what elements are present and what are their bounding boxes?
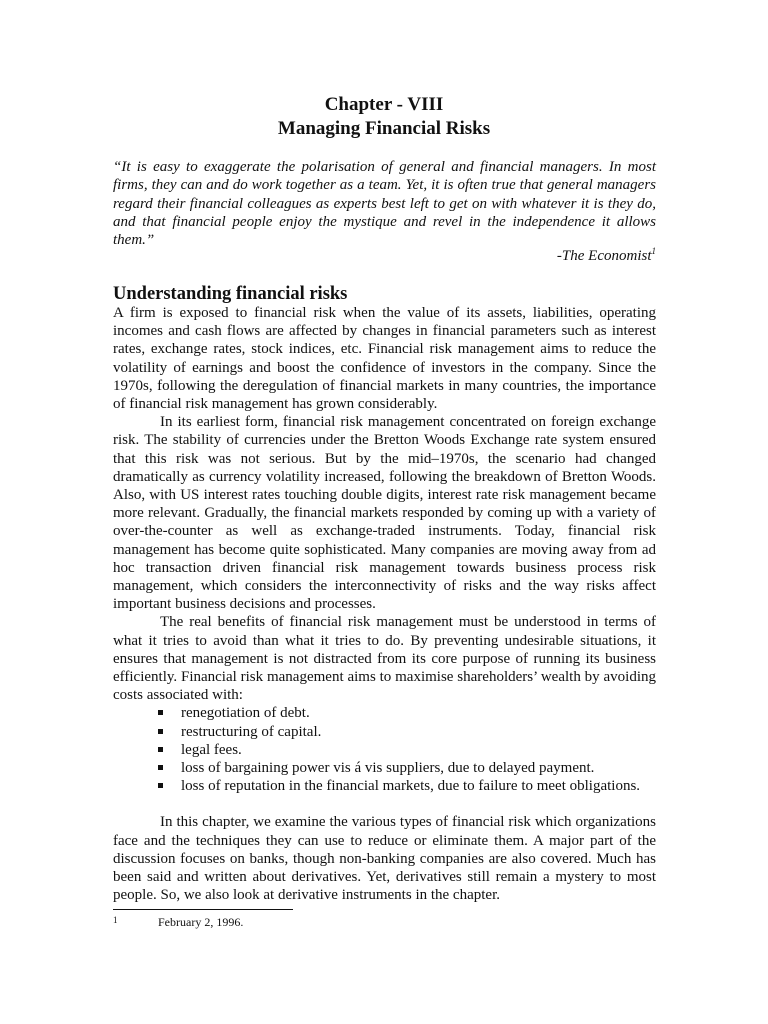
footnote	[113, 915, 243, 930]
paragraph: A firm is exposed to financial risk when the value of its assets, liabilities, operating incomes and cash flows are affected by changes in financial parameters such as interest rates, exchange rates, stock indices, etc. Financial risk management aims to reduce the volatility of earnings and boost the confidence of investors in the company. Since the 1970s, following the deregulation of financial markets in many countries, the importance of financial risk management has grown considerably.	[113, 305, 656, 413]
paragraph: The real benefits of financial risk management must be understood in terms of what it tries to avoid than what it tries to do. By preventing undesirable situations, it ensures that management is not distracted from its core purpose of running its business efficiently. Financial risk management aims to maximise shareholders’ wealth by avoiding costs associated with:	[113, 614, 656, 704]
list-item: loss of bargaining power vis á vis suppliers, due to delayed payment.	[113, 759, 656, 777]
bullet-square-icon	[158, 783, 163, 788]
paragraph: In its earliest form, financial risk management concentrated on foreign exchange risk. The stability of currencies under the Bretton Woods Exchange rate system ensured that this risk was not serious. But by the mid–1970s, the scenario had changed dramatically as currency volatility increased, following the breakdown of Bretton Woods. Also, with US interest rates touching double digits, interest rate risk management became more relevant. Gradually, the financial markets responded by coming up with a variety of over-the-counter as well as exchange-traded instruments. Today, financial risk management has become quite sophisticated. Many companies are moving away from ad hoc transaction driven financial risk management towards business process risk management, which considers the interconnectivity of risks and the way risks affect important business decisions and processes.	[113, 414, 656, 613]
list-item: legal fees.	[113, 741, 656, 759]
paragraph-spacer	[113, 795, 656, 813]
bullet-square-icon	[158, 765, 163, 770]
bullet-square-icon	[158, 710, 163, 715]
footnote-divider	[113, 909, 293, 910]
list-item: loss of reputation in the financial markets, due to failure to meet obligations.	[113, 777, 656, 795]
footnote-text: February 2, 1996.	[158, 915, 244, 929]
section-heading: Understanding financial risks	[113, 284, 348, 304]
epigraph-quote: “It is easy to exaggerate the polarisation of general and financial managers. In most firms, they can and do work together as a team. Yet, it is often true that general managers regard their financial colleagues as experts best left to get on with whatever it is they do, and that financial people enjoy the mystique and revel in the independence it allows them.”	[113, 159, 656, 249]
chapter-title: Chapter - VIII	[324, 94, 444, 115]
cost-list	[113, 704, 656, 795]
list-item: renegotiation of debt.	[113, 704, 656, 722]
attribution-text: -The Economist	[556, 248, 652, 264]
list-item: restructuring of capital.	[113, 723, 656, 741]
bullet-square-icon	[158, 729, 163, 734]
epigraph-attribution	[557, 246, 656, 265]
footnote-reference: 1	[651, 246, 656, 256]
bullet-square-icon	[158, 747, 163, 752]
section-body	[113, 304, 656, 905]
closing-paragraph: In this chapter, we examine the various types of financial risk which organizations face and the techniques they can use to reduce or eliminate them. A major part of the discussion focuses on banks, though non-banking companies are also covered. Much has been said and written about derivatives. Yet, derivatives still remain a mystery to most people. So, we also look at derivative instruments in the chapter.	[113, 814, 656, 904]
footnote-marker: 1	[113, 915, 118, 925]
chapter-subtitle: Managing Financial Risks	[277, 118, 491, 139]
